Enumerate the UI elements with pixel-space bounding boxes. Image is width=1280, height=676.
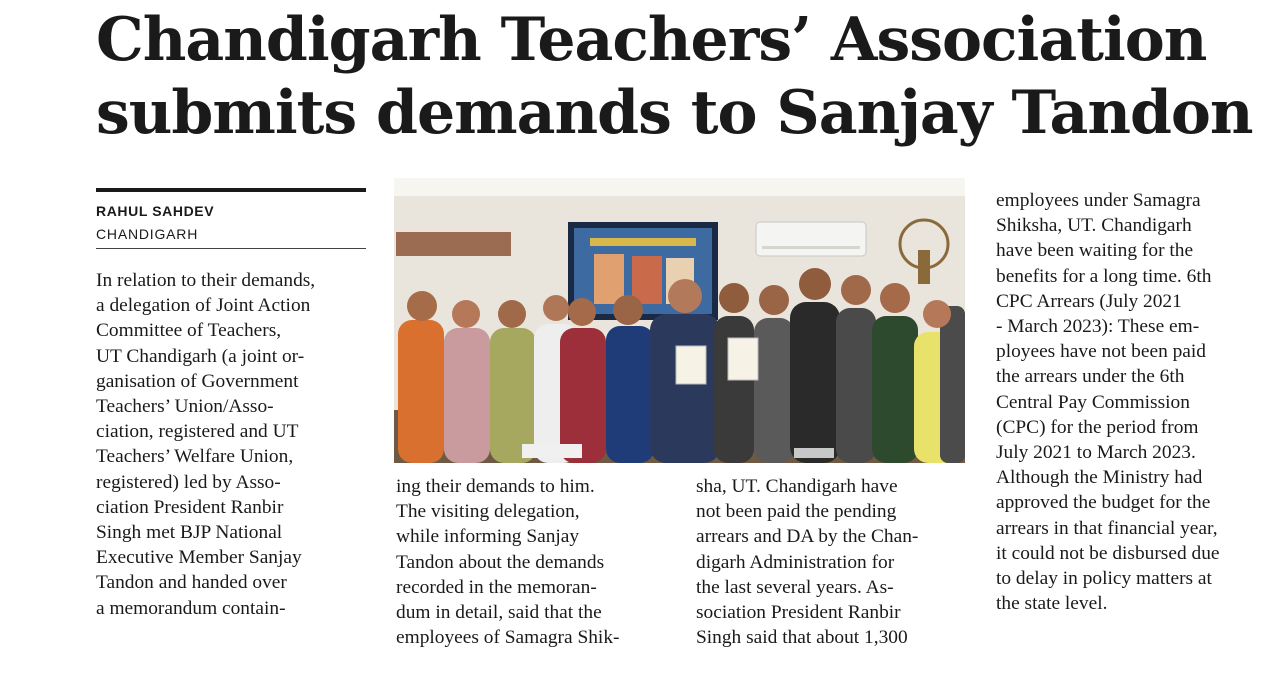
column-line: a delegation of Joint Action xyxy=(96,295,311,317)
column-line: arrears in that financial year, xyxy=(996,517,1218,539)
column-line: have been waiting for the xyxy=(996,240,1194,262)
column-line: to delay in policy matters at xyxy=(996,568,1212,590)
article-column-4 xyxy=(996,188,1266,616)
byline-bottom-rule xyxy=(96,248,366,249)
column-line: the arrears under the 6th xyxy=(996,366,1185,388)
column-line: employees under Samagra xyxy=(996,190,1201,211)
column-line: Committee of Teachers, xyxy=(96,320,282,342)
column-line: Teachers’ Union/Asso- xyxy=(96,396,274,418)
article-column-1 xyxy=(96,268,366,621)
column-line: approved the budget for the xyxy=(996,492,1211,514)
byline-location: CHANDIGARH xyxy=(96,226,199,242)
column-line: Shiksha, UT. Chandigarh xyxy=(996,215,1192,237)
column-line: CPC Arrears (July 2021 xyxy=(996,290,1182,312)
column-line: - March 2023): These em- xyxy=(996,316,1200,338)
column-line: Teachers’ Welfare Union, xyxy=(96,446,294,468)
column-line: benefits for a long time. 6th xyxy=(996,265,1212,287)
column-line: ciation President Ranbir xyxy=(96,496,284,518)
column-line: sha, UT. Chandigarh have xyxy=(696,476,898,497)
column-line: registered) led by Asso- xyxy=(96,471,281,493)
column-line: July 2021 to March 2023. xyxy=(996,442,1196,464)
column-line: employees of Samagra Shik- xyxy=(396,627,620,649)
column-line: arrears and DA by the Chan- xyxy=(696,526,919,548)
column-line: Executive Member Sanjay xyxy=(96,547,302,569)
column-line: a memorandum contain- xyxy=(96,597,286,619)
delegation-photo xyxy=(394,178,965,463)
headline-line-2: submits demands to Sanjay Tandon xyxy=(96,77,1253,148)
column-line: Central Pay Commission xyxy=(996,391,1190,413)
column-line: ganisation of Government xyxy=(96,370,299,392)
headline xyxy=(96,4,1266,149)
column-line: In relation to their demands, xyxy=(96,270,316,291)
column-line: dum in detail, said that the xyxy=(396,602,602,624)
column-line: The visiting delegation, xyxy=(396,501,580,523)
byline-top-rule xyxy=(96,188,366,192)
column-line: Tandon about the demands xyxy=(396,551,605,573)
column-line: Tandon and handed over xyxy=(96,572,287,594)
column-line: UT Chandigarh (a joint or- xyxy=(96,345,305,367)
article-column-2 xyxy=(396,474,664,650)
headline-line-1: Chandigarh Teachers’ Association xyxy=(96,5,1207,75)
column-line: digarh Administration for xyxy=(696,551,895,573)
column-line: ployees have not been paid xyxy=(996,341,1206,363)
column-line: ciation, registered and UT xyxy=(96,421,299,443)
column-line: the state level. xyxy=(996,593,1108,615)
column-line: (CPC) for the period from xyxy=(996,416,1199,438)
column-line: Singh met BJP National xyxy=(96,522,283,544)
byline-author: RAHUL SAHDEV xyxy=(96,203,215,219)
column-line: ing their demands to him. xyxy=(396,476,595,497)
column-line: it could not be disbursed due xyxy=(996,542,1220,564)
column-line: Singh said that about 1,300 xyxy=(696,627,908,649)
article-column-3 xyxy=(696,474,964,650)
column-line: Although the Ministry had xyxy=(996,467,1203,489)
column-line: the last several years. As- xyxy=(696,576,894,598)
column-line: while informing Sanjay xyxy=(396,526,580,548)
column-line: recorded in the memoran- xyxy=(396,576,597,598)
column-line: not been paid the pending xyxy=(696,501,897,523)
column-line: sociation President Ranbir xyxy=(696,602,901,624)
